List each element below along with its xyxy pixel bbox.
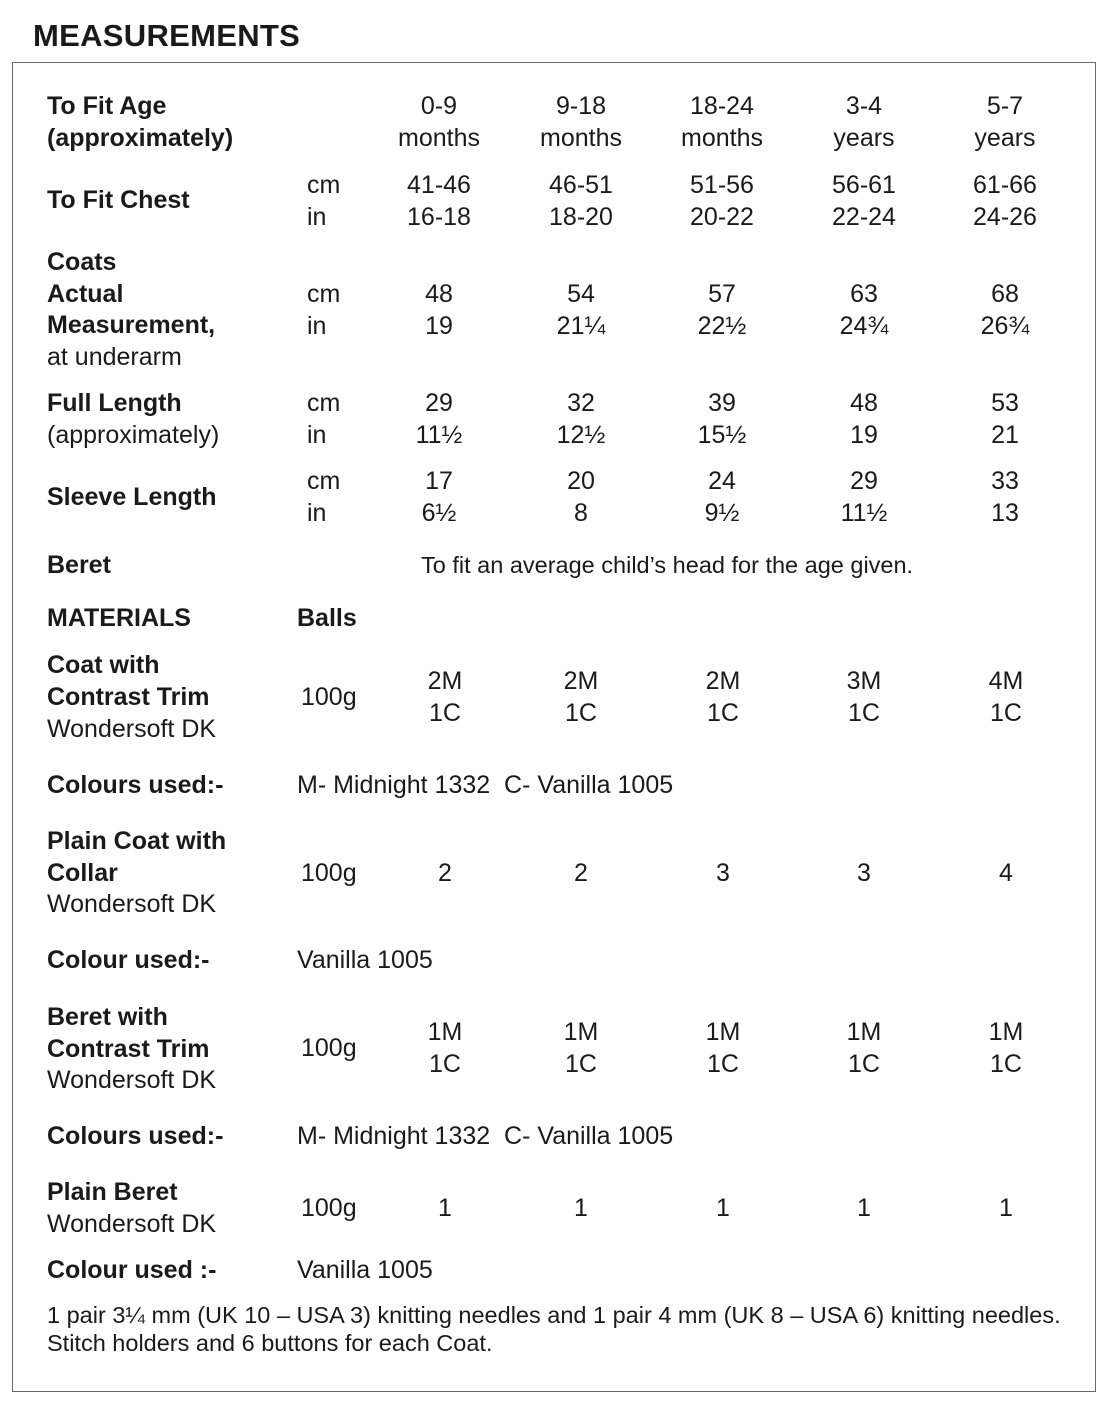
coats-value-3: 63 24¾ bbox=[839, 280, 889, 340]
plain-beret-value-2: 1 bbox=[716, 1194, 730, 1222]
coats-sublabel: at underarm bbox=[47, 343, 182, 371]
coat-trim-value-2: 2M 1C bbox=[705, 667, 741, 727]
full-length-value-1: 32 12½ bbox=[556, 389, 606, 449]
beret-trim-value-3: 1M 1C bbox=[846, 1018, 882, 1078]
plain-coat-label: Plain Coat with Collar bbox=[47, 827, 227, 887]
size-header-0: 0-9 months bbox=[398, 92, 480, 152]
plain-coat-value-3: 3 bbox=[857, 859, 871, 887]
size-header-3: 3-4 years bbox=[833, 92, 895, 152]
needles-notes: 1 pair 3¼ mm (UK 10 – USA 3) knitting needles and 1 pair 4 mm (UK 8 – USA 6) knitting needles. Stitch holders and 6 buttons for each Coat. bbox=[47, 1302, 1061, 1356]
materials-heading: MATERIALS bbox=[47, 604, 191, 632]
plain-beret-value-3: 1 bbox=[857, 1194, 871, 1222]
coats-units: cm in bbox=[307, 280, 341, 340]
plain-coat-value-1: 2 bbox=[574, 859, 588, 887]
page-title: MEASUREMENTS bbox=[33, 18, 301, 53]
plain-coat-value-2: 3 bbox=[716, 859, 730, 887]
chest-value-2: 51-56 20-22 bbox=[690, 171, 754, 231]
full-length-value-4: 53 21 bbox=[991, 389, 1019, 449]
beret-trim-value-1: 1M 1C bbox=[563, 1018, 599, 1078]
colours-used-value-3: M- Midnight 1332 C- Vanilla 1005 bbox=[297, 1122, 674, 1150]
full-length-sublabel: (approximately) bbox=[47, 421, 220, 449]
coat-trim-yarn: Wondersoft DK bbox=[47, 715, 217, 743]
plain-beret-weight: 100g bbox=[301, 1194, 357, 1222]
colour-used-label-4: Colour used :- bbox=[47, 1256, 217, 1284]
plain-beret-value-1: 1 bbox=[574, 1194, 588, 1222]
coats-label: Coats Actual Measurement, bbox=[47, 248, 216, 339]
beret-trim-label: Beret with Contrast Trim bbox=[47, 1003, 210, 1063]
sleeve-value-4: 33 13 bbox=[991, 467, 1019, 527]
age-label: To Fit Age (approximately) bbox=[47, 92, 234, 152]
colours-used-label-3: Colours used:- bbox=[47, 1122, 224, 1150]
plain-coat-weight: 100g bbox=[301, 859, 357, 887]
colours-used-label-1: Colours used:- bbox=[47, 771, 224, 799]
coat-trim-weight: 100g bbox=[301, 683, 357, 711]
coat-trim-label: Coat with Contrast Trim bbox=[47, 651, 210, 711]
beret-trim-value-0: 1M 1C bbox=[427, 1018, 463, 1078]
coat-trim-value-3: 3M 1C bbox=[846, 667, 882, 727]
sleeve-value-2: 24 9½ bbox=[704, 467, 740, 527]
chest-value-1: 46-51 18-20 bbox=[549, 171, 613, 231]
plain-beret-value-0: 1 bbox=[438, 1194, 452, 1222]
size-header-2: 18-24 months bbox=[681, 92, 763, 152]
plain-beret-value-4: 1 bbox=[999, 1194, 1013, 1222]
colour-used-label-2: Colour used:- bbox=[47, 946, 210, 974]
full-length-value-3: 48 19 bbox=[850, 389, 878, 449]
coats-value-2: 57 22½ bbox=[697, 280, 747, 340]
beret-trim-yarn: Wondersoft DK bbox=[47, 1066, 217, 1094]
beret-trim-value-4: 1M 1C bbox=[988, 1018, 1024, 1078]
coats-value-0: 48 19 bbox=[425, 280, 453, 340]
plain-coat-value-0: 2 bbox=[438, 859, 452, 887]
beret-trim-value-2: 1M 1C bbox=[705, 1018, 741, 1078]
chest-value-4: 61-66 24-26 bbox=[973, 171, 1037, 231]
size-header-1: 9-18 months bbox=[540, 92, 622, 152]
chest-label: To Fit Chest bbox=[47, 186, 190, 214]
sleeve-value-1: 20 8 bbox=[567, 467, 595, 527]
beret-note: To fit an average child’s head for the age given. bbox=[421, 552, 914, 578]
size-header-4: 5-7 years bbox=[974, 92, 1036, 152]
coats-value-1: 54 21¼ bbox=[556, 280, 606, 340]
balls-heading: Balls bbox=[297, 604, 357, 632]
coat-trim-value-1: 2M 1C bbox=[563, 667, 599, 727]
plain-coat-yarn: Wondersoft DK bbox=[47, 890, 217, 918]
full-length-label: Full Length bbox=[47, 389, 182, 417]
beret-label: Beret bbox=[47, 551, 111, 579]
colour-used-value-2: Vanilla 1005 bbox=[297, 946, 433, 974]
chest-units: cm in bbox=[307, 171, 341, 231]
coat-trim-value-0: 2M 1C bbox=[427, 667, 463, 727]
sleeve-units: cm in bbox=[307, 467, 341, 527]
plain-beret-yarn: Wondersoft DK bbox=[47, 1210, 217, 1238]
full-length-units: cm in bbox=[307, 389, 341, 449]
colour-used-value-4: Vanilla 1005 bbox=[297, 1256, 433, 1284]
full-length-value-0: 29 11½ bbox=[415, 389, 463, 449]
sleeve-label: Sleeve Length bbox=[47, 483, 217, 511]
colours-used-value-1: M- Midnight 1332 C- Vanilla 1005 bbox=[297, 771, 674, 799]
chest-value-3: 56-61 22-24 bbox=[832, 171, 896, 231]
sleeve-value-0: 17 6½ bbox=[421, 467, 457, 527]
plain-coat-value-4: 4 bbox=[999, 859, 1013, 887]
chest-value-0: 41-46 16-18 bbox=[407, 171, 471, 231]
coat-trim-value-4: 4M 1C bbox=[988, 667, 1024, 727]
beret-trim-weight: 100g bbox=[301, 1034, 357, 1062]
plain-beret-label: Plain Beret bbox=[47, 1178, 178, 1206]
coats-value-4: 68 26¾ bbox=[980, 280, 1030, 340]
sleeve-value-3: 29 11½ bbox=[840, 467, 888, 527]
full-length-value-2: 39 15½ bbox=[697, 389, 747, 449]
